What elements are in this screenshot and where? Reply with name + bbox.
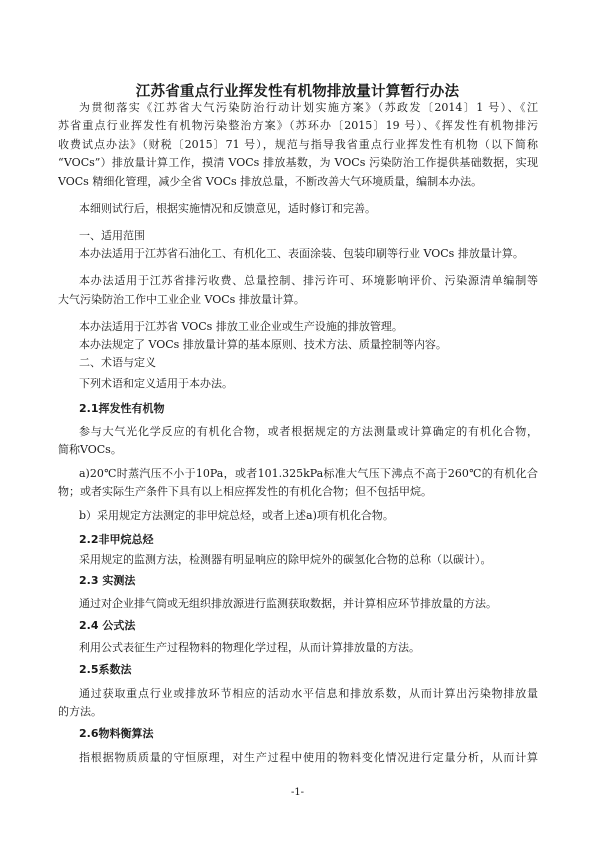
- paragraph-line: 参与大气光化学反应的有机化合物，或者根据规定的方法测量或计算确定的有机化合物，: [79, 425, 538, 438]
- paragraph-line: 利用公式表征生产过程物料的物理化学过程，从而计算排放量的方法。: [79, 641, 420, 654]
- paragraph-line: b）采用规定方法测定的非甲烷总烃，或者上述a)项有机化合物。: [79, 509, 394, 522]
- paragraph-line: 通过对企业排气筒或无组织排放源进行监测获取数据，并计算相应环节排放量的方法。: [79, 597, 497, 610]
- paragraph-line: 的方法。: [58, 705, 102, 718]
- paragraph-line: 本细则试行后，根据实施情况和反馈意见，适时修订和完善。: [79, 202, 376, 215]
- paragraph-line: 通过获取重点行业或排放环节相应的活动水平信息和排放系数，从而计算出污染物排放量: [79, 687, 538, 700]
- paragraph-line: 物；或者实际生产条件下具有以上相应挥发性的有机化合物；但不包括甲烷。: [58, 485, 432, 498]
- term-heading: 2.6物料衡算法: [79, 727, 154, 740]
- paragraph-line: 为贯彻落实《江苏省大气污染防治行动计划实施方案》（苏政发〔2014〕1 号）、《江: [79, 101, 538, 114]
- term-heading: 2.3 实测法: [79, 574, 136, 587]
- page-number: -1-: [290, 787, 305, 798]
- term-heading: 2.1挥发性有机物: [79, 402, 165, 415]
- paragraph-line: 简称VOCs。: [58, 443, 122, 456]
- paragraph-line: 指根据物质质量的守恒原理，对生产过程中使用的物料变化情况进行定量分析，从而计算: [79, 751, 538, 764]
- term-heading: 2.2非甲烷总烃: [79, 533, 154, 546]
- section-heading: 一、适用范围: [79, 229, 145, 242]
- paragraph-line: 本办法适用于江苏省石油化工、有机化工、表面涂装、包装印刷等行业 VOCs 排放量计算。: [79, 247, 524, 260]
- paragraph-line: 大气污染防治工作中工业企业 VOCs 排放量计算。: [58, 293, 305, 306]
- term-heading: 2.4 公式法: [79, 619, 136, 632]
- paragraph-line: 采用规定的监测方法，检测器有明显响应的除甲烷外的碳氢化合物的总称（以碳计）。: [79, 553, 492, 566]
- paragraph-line: 收费试点办法》（财税〔2015〕71 号），规范与指导我省重点行业挥发性有机物（以下简称: [58, 138, 538, 151]
- paragraph-line: 苏省重点行业挥发性有机物污染整治方案》（苏环办〔2015〕19 号）、《挥发性有机物排污: [58, 119, 538, 132]
- paragraph-line: a)20℃时蒸汽压不小于10Pa，或者101.325kPa标准大气压下沸点不高于260℃的有机化合: [79, 467, 538, 480]
- paragraph-line: 本办法适用于江苏省 VOCs 排放工业企业或生产设施的排放管理。: [79, 320, 403, 333]
- paragraph-line: VOCs 精细化管理，减少全省 VOCs 排放总量，不断改善大气环境质量，编制本办法。: [58, 175, 483, 188]
- term-heading: 2.5系数法: [79, 663, 132, 676]
- paragraph-line: 本办法规定了 VOCs 排放量计算的基本原则、技术方法、质量控制等内容。: [79, 338, 447, 351]
- section-heading: 二、术语与定义: [79, 356, 156, 369]
- document-title: 江苏省重点行业挥发性有机物排放量计算暂行办法: [135, 84, 460, 100]
- paragraph-line: 下列术语和定义适用于本办法。: [79, 377, 233, 390]
- paragraph-line: 本办法适用于江苏省排污收费、总量控制、排污许可、环境影响评价、污染源清单编制等: [79, 274, 538, 287]
- paragraph-line: “VOCs”）排放量计算工作，摸清 VOCs 排放基数，为 VOCs 污染防治工作提供基础数据，实现: [58, 156, 538, 169]
